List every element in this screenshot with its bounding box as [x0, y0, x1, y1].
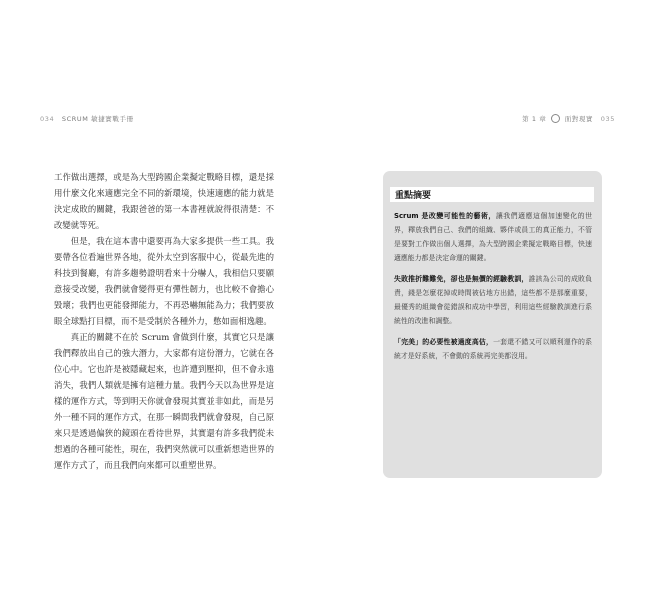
- summary-item: [394, 335, 592, 363]
- chapter-title: 面對現實: [564, 115, 594, 123]
- summary-body: [394, 209, 592, 370]
- chapter-label: 第 1 章: [522, 115, 547, 123]
- summary-item-text: 一套還不錯又可以順利運作的系統才是好系統，不會動的系統再完美都沒用。: [394, 338, 592, 360]
- paragraph: 真正的關鍵不在於 Scrum 會做到什麼，其實它只是讓我們釋放出自己的強大潛力，大家都有這份潛力，它就在各位心中。它也許是被隱藏起來，也許遭到壓抑，但不會永遠消失，我們人類就是擁有這種力量。我們今天以為世界是這樣的運作方式，等到明天你就會發現其實並非如此，而是另外一種不同的運作方式，在那一瞬間我們就會發現，自己原來只是透過偏狹的鏡頭在看待世界，其實還有許多我們從未想過的各種可能性，現在，我們突然就可以重新想造世界的運作方式了，而且我們向來都可以重塑世界。: [54, 332, 274, 470]
- summary-title: 重點摘要: [395, 191, 432, 201]
- summary-item-lead: 失敗推折難難免，卻也是無價的經驗教訓，: [394, 275, 529, 283]
- summary-item-lead: Scrum 是改變可能性的藝術，: [394, 212, 496, 220]
- summary-item-text: 誰該為公司的成敗負責，錢是怎麼花掉或時間被佔地方出錯，這些都不是那麼重要，最優秀的組織會從錯誤和成功中學習，利用這些經驗教訓進行系統性的改進和調整。: [394, 275, 592, 325]
- summary-title-bar: [390, 187, 594, 202]
- right-page-number: 035: [600, 115, 615, 123]
- body-text: [54, 169, 274, 473]
- summary-item-lead: 「完美」的必要性被過度高估，: [394, 338, 494, 346]
- paragraph: 工作做出選擇，或是為大型跨國企業擬定戰略目標，還是採用什麼文化來適應完全不同的新環境，快速適應的能力就是決定成敗的關鍵，我跟爸爸的第一本書裡就說得很清楚：不改變就等死。: [54, 172, 274, 230]
- summary-item: [394, 272, 592, 328]
- summary-item-text: 讓我們適應這個加速變化的世界，釋放我們自己、我們的組織、夥伴或員工的真正能力，不管是要對工作做出個人選擇，為大型跨國企業擬定戰略目標，快速適應能力都是決定命運的關鍵。: [394, 212, 592, 262]
- summary-item: [394, 209, 592, 265]
- right-running-header: [522, 114, 615, 124]
- book-title: SCRUM 敏捷實戰手冊: [61, 115, 134, 123]
- chapter-circle-icon: [551, 114, 560, 123]
- summary-box: [383, 171, 602, 478]
- left-running-header: [40, 114, 134, 123]
- paragraph: 但是，我在這本書中還要再為大家多提供一些工具。我要帶各位看遍世界各地，從外太空到客服中心，從最先進的科技到餐廳，有許多趨勢證明看來十分嚇人，我相信只要願意接受改變，我們就會變得更有彈性韌力，也比較不會擔心毀壞；我們也更能發揮能力，不再恐嚇無能為力；我們要放眼全球點打目標，而不是受制於各種外力，憋如面相逸趣。: [54, 236, 274, 326]
- left-page-number: 034: [40, 115, 55, 123]
